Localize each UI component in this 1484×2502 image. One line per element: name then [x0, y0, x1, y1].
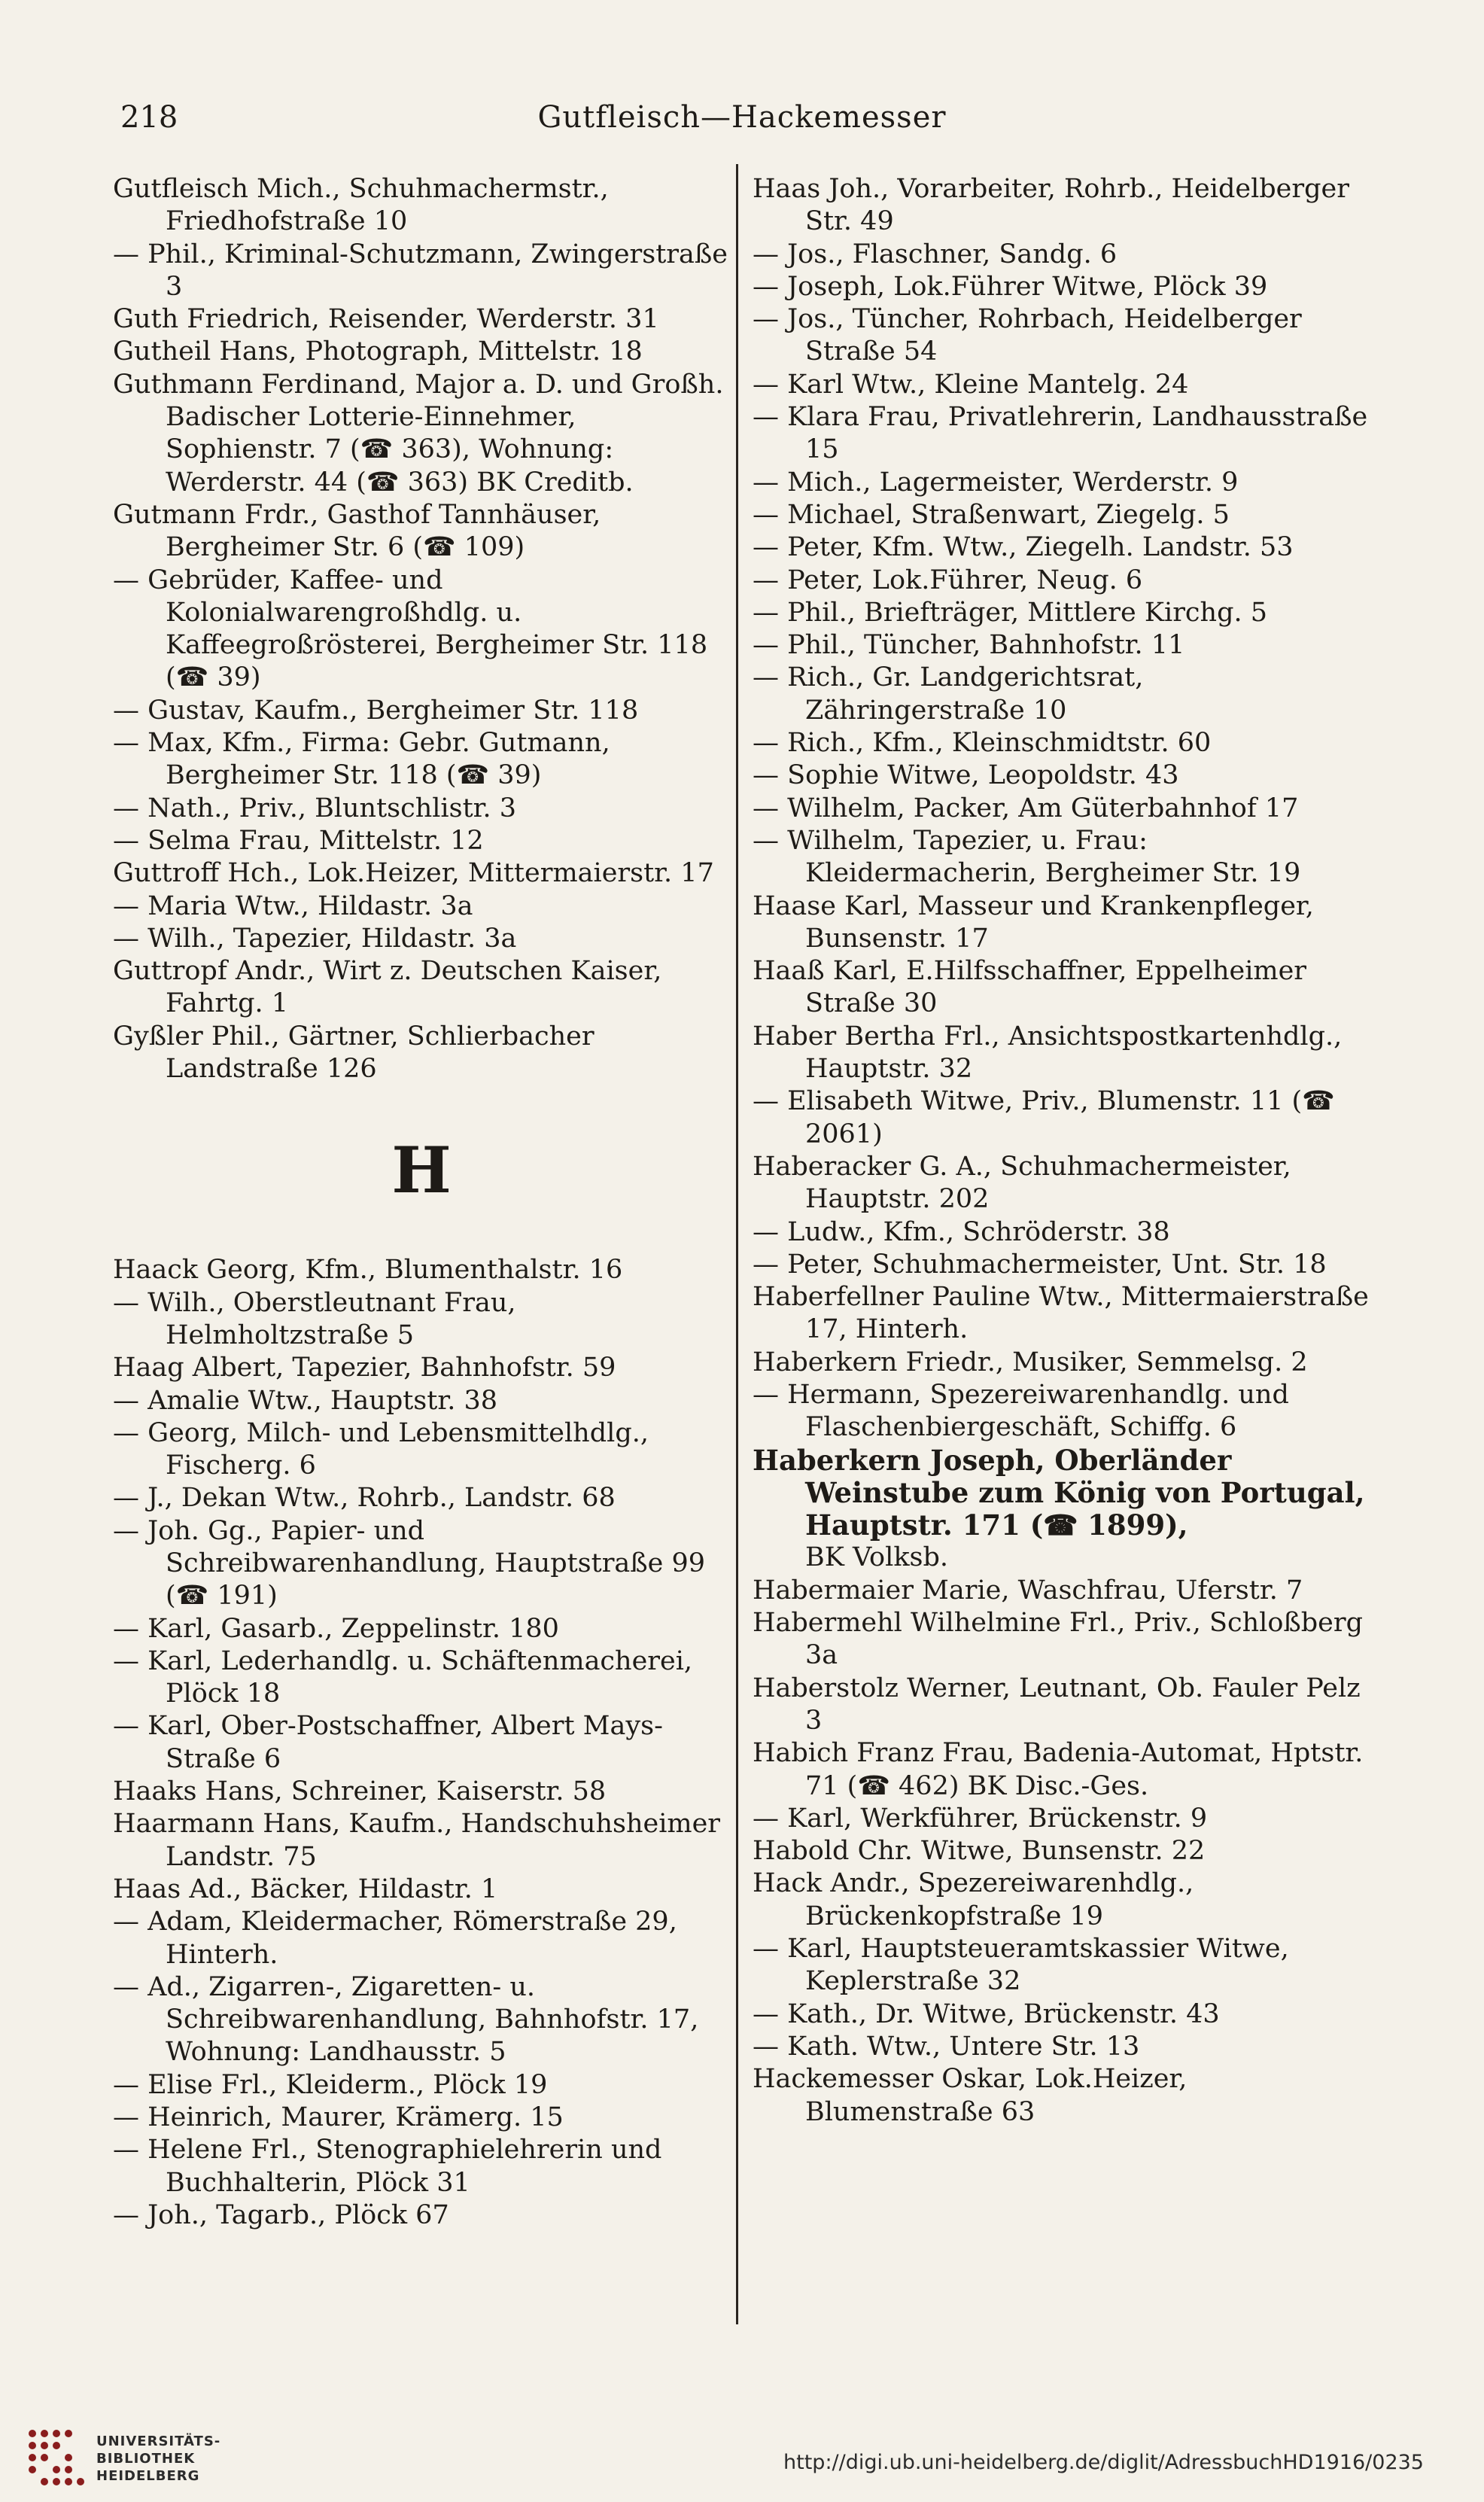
directory-entry: — Gebrüder, Kaffee- und Kolonialwarengroßhdlg. u. Kaffeegroßrösterei, Bergheimer Str. 118 (☎ 39) [113, 565, 708, 693]
directory-entry: Guth Friedrich, Reisender, Werderstr. 31 [113, 304, 659, 335]
directory-entry: — Wilhelm, Packer, Am Güterbahnhof 17 [753, 793, 1299, 823]
directory-entry: — Elisabeth Witwe, Priv., Blumenstr. 11 (☎ 2061) [753, 1086, 1335, 1149]
directory-entry: — Gustav, Kaufm., Bergheimer Str. 118 [113, 695, 639, 726]
logo-dot [29, 2454, 36, 2461]
library-logo[interactable] [21, 2422, 221, 2497]
directory-entry: — Max, Kfm., Firma: Gebr. Gutmann, Bergheimer Str. 118 (☎ 39) [113, 728, 610, 791]
directory-entry: Guttroff Hch., Lok.Heizer, Mittermaierstr. 17 [113, 858, 714, 889]
directory-entry: — Phil., Briefträger, Mittlere Kirchg. 5 [753, 597, 1267, 628]
directory-entry: — Karl, Werkführer, Brückenstr. 9 [753, 1803, 1208, 1834]
directory-entry: — Rich., Gr. Landgerichtsrat, Zähringerstraße 10 [753, 662, 1144, 726]
directory-entry: Habold Chr. Witwe, Bunsenstr. 22 [753, 1836, 1206, 1867]
directory-entry: Haberstolz Werner, Leutnant, Ob. Fauler Pelz 3 [753, 1673, 1361, 1736]
directory-entry: — Karl, Ober-Postschaffner, Albert Mays-Straße 6 [113, 1711, 663, 1774]
directory-entry: — Wilh., Oberstleutnant Frau, Helmholtzstraße 5 [113, 1287, 516, 1350]
directory-entry: Haarmann Hans, Kaufm., Handschuhsheimer Landstr. 75 [113, 1809, 721, 1872]
directory-entry: — Ad., Zigarren-, Zigaretten- u. Schreibwarenhandlung, Bahnhofstr. 17, Wohnung: Landhausstr. 5 [113, 1971, 699, 2068]
directory-entry: Guttropf Andr., Wirt z. Deutschen Kaiser, Fahrtg. 1 [113, 956, 662, 1019]
left-column-top-entries [113, 173, 730, 1085]
right-column [753, 173, 1370, 2129]
logo-dot [41, 2442, 48, 2449]
directory-entry: — Adam, Kleidermacher, Römerstraße 29, Hinterh. [113, 1907, 677, 1970]
logo-text-line: UNIVERSITÄTS- [96, 2434, 221, 2449]
directory-entry: Gutfleisch Mich., Schuhmachermstr., Friedhofstraße 10 [113, 174, 609, 237]
directory-entry: — Mich., Lagermeister, Werderstr. 9 [753, 467, 1239, 498]
directory-entry: Haas Ad., Bäcker, Hildastr. 1 [113, 1873, 498, 1904]
directory-entry: — Joh. Gg., Papier- und Schreibwarenhandlung, Hauptstraße 99 (☎ 191) [113, 1515, 706, 1612]
directory-entry: — Karl Wtw., Kleine Mantelg. 24 [753, 369, 1189, 400]
page-header [120, 93, 1364, 142]
directory-entry: Haaks Hans, Schreiner, Kaiserstr. 58 [113, 1776, 607, 1807]
directory-entry: — Karl, Gasarb., Zeppelinstr. 180 [113, 1613, 559, 1644]
directory-entry: — Helene Frl., Stenographielehrerin und Buchhalterin, Plöck 31 [113, 2135, 662, 2198]
directory-entry: Gutmann Frdr., Gasthof Tannhäuser, Bergheimer Str. 6 (☎ 109) [113, 499, 601, 563]
directory-entry: Haberkern Friedr., Musiker, Semmelsg. 2 [753, 1347, 1308, 1377]
logo-dot [53, 2466, 60, 2473]
section-letter: H [391, 1133, 452, 1208]
directory-entry: BK Volksb. [805, 1542, 949, 1573]
directory-entry: — Jos., Tüncher, Rohrbach, Heidelberger Straße 54 [753, 304, 1302, 367]
logo-dot [65, 2466, 72, 2473]
directory-entry: — Klara Frau, Privatlehrerin, Landhausstraße 15 [753, 402, 1368, 465]
directory-entry: — Sophie Witwe, Leopoldstr. 43 [753, 760, 1179, 791]
logo-dot [29, 2466, 36, 2473]
page-footer [0, 2409, 1484, 2502]
directory-entry: Haberfellner Pauline Wtw., Mittermaierstraße 17, Hinterh. [753, 1282, 1369, 1345]
directory-entry: — Peter, Kfm. Wtw., Ziegelh. Landstr. 53 [753, 532, 1294, 563]
directory-entry: — Michael, Straßenwart, Ziegelg. 5 [753, 499, 1230, 530]
directory-entry: — J., Dekan Wtw., Rohrb., Landstr. 68 [113, 1483, 616, 1514]
logo-dot [53, 2478, 60, 2485]
directory-entry: Habich Franz Frau, Badenia-Automat, Hptstr. 71 (☎ 462) BK Disc.-Ges. [753, 1738, 1364, 1801]
directory-entry: — Wilh., Tapezier, Hildastr. 3a [113, 923, 517, 954]
logo-dot [41, 2454, 48, 2461]
directory-entry: — Karl, Lederhandlg. u. Schäftenmacherei, Plöck 18 [113, 1645, 693, 1709]
directory-entry: Guthmann Ferdinand, Major a. D. und Großh. Badischer Lotterie-Einnehmer, Sophienstr. 7 (☎ 363), Wohnung: Werderstr. 44 (☎ 363) BK Creditb. [113, 369, 724, 498]
directory-entry: — Selma Frau, Mittelstr. 12 [113, 825, 484, 856]
directory-entry: — Peter, Lok.Führer, Neug. 6 [753, 565, 1143, 595]
page-number: 218 [120, 100, 178, 135]
source-url-link[interactable]: http://digi.ub.uni-heidelberg.de/diglit/AdressbuchHD1916/0235 [783, 2451, 1424, 2474]
library-logo-text [96, 2433, 220, 2485]
directory-entry: — Georg, Milch- und Lebensmittelhdlg., Fischerg. 6 [113, 1417, 649, 1481]
directory-entry: — Wilhelm, Tapezier, u. Frau: Kleidermacherin, Bergheimer Str. 19 [753, 825, 1301, 889]
directory-entry: — Karl, Hauptsteueramtskassier Witwe, Keplerstraße 32 [753, 1934, 1289, 1997]
directory-entry: — Heinrich, Maurer, Krämerg. 15 [113, 2102, 564, 2133]
logo-dot [29, 2430, 36, 2437]
directory-entry: — Amalie Wtw., Hauptstr. 38 [113, 1385, 498, 1416]
directory-entry: — Kath., Dr. Witwe, Brückenstr. 43 [753, 1998, 1220, 2029]
logo-dot [29, 2442, 36, 2449]
logo-dot [65, 2430, 72, 2437]
directory-entry: Haaß Karl, E.Hilfsschaffner, Eppelheimer Straße 30 [753, 956, 1307, 1019]
directory-entry: Haase Karl, Masseur und Krankenpfleger, Bunsenstr. 17 [753, 890, 1314, 954]
directory-entry: — Jos., Flaschner, Sandg. 6 [753, 239, 1118, 269]
directory-entry: Habermehl Wilhelmine Frl., Priv., Schloßberg 3a [753, 1608, 1364, 1671]
logo-text-line: BIBLIOTHEK [96, 2451, 196, 2467]
directory-entry: Haberkern Joseph, Oberländer Weinstube zum König von Portugal, Hauptstr. 171 (☎ 1899), [753, 1443, 1365, 1542]
left-column [113, 173, 730, 2232]
left-column-bottom-entries [113, 1254, 730, 2232]
directory-entry: Hackemesser Oskar, Lok.Heizer, Blumenstraße 63 [753, 2064, 1188, 2127]
directory-entry: — Ludw., Kfm., Schröderstr. 38 [753, 1216, 1170, 1247]
directory-entry: — Phil., Kriminal-Schutzmann, Zwingerstraße 3 [113, 239, 728, 302]
logo-dot [53, 2442, 60, 2449]
directory-entry: Gyßler Phil., Gärtner, Schlierbacher Landstraße 126 [113, 1021, 595, 1085]
right-column-entries [753, 173, 1370, 2129]
logo-dot [65, 2478, 72, 2485]
logo-text-line: HEIDELBERG [96, 2468, 200, 2484]
directory-entry: — Elise Frl., Kleiderm., Plöck 19 [113, 2069, 548, 2100]
library-logo-icon [21, 2422, 86, 2497]
directory-entry: Haas Joh., Vorarbeiter, Rohrb., Heidelberger Str. 49 [753, 174, 1349, 237]
directory-entry: — Kath. Wtw., Untere Str. 13 [753, 2031, 1140, 2062]
directory-entry: Haack Georg, Kfm., Blumenthalstr. 16 [113, 1255, 623, 1286]
directory-entry: — Hermann, Spezereiwarenhandlg. und Flaschenbiergeschäft, Schiffg. 6 [753, 1379, 1289, 1443]
directory-entry: Hack Andr., Spezereiwarenhdlg., Brückenkopfstraße 19 [753, 1868, 1194, 1931]
directory-entry: — Nath., Priv., Bluntschlistr. 3 [113, 793, 517, 823]
logo-dot [41, 2430, 48, 2437]
page-title: Gutfleisch—Hackemesser [537, 100, 947, 135]
directory-entry: — Rich., Kfm., Kleinschmidtstr. 60 [753, 728, 1212, 759]
directory-entry: — Peter, Schuhmachermeister, Unt. Str. 18 [753, 1249, 1327, 1280]
directory-entry: Haag Albert, Tapezier, Bahnhofstr. 59 [113, 1353, 616, 1383]
logo-dot [53, 2430, 60, 2437]
directory-entry: Haberacker G. A., Schuhmachermeister, Hauptstr. 202 [753, 1151, 1291, 1215]
directory-entry: Habermaier Marie, Waschfrau, Uferstr. 7 [753, 1575, 1303, 1606]
directory-entry: — Maria Wtw., Hildastr. 3a [113, 890, 473, 921]
logo-dot [41, 2478, 48, 2485]
column-divider [736, 164, 738, 2324]
directory-entry: Haber Bertha Frl., Ansichtspostkartenhdlg., Hauptstr. 32 [753, 1021, 1343, 1085]
directory-entry: — Phil., Tüncher, Bahnhofstr. 11 [753, 630, 1185, 661]
logo-dot [77, 2478, 84, 2485]
directory-entry: Gutheil Hans, Photograph, Mittelstr. 18 [113, 336, 643, 367]
logo-dot [65, 2454, 72, 2461]
directory-entry: — Joh., Tagarb., Plöck 67 [113, 2199, 449, 2230]
directory-entry: — Joseph, Lok.Führer Witwe, Plöck 39 [753, 271, 1268, 302]
